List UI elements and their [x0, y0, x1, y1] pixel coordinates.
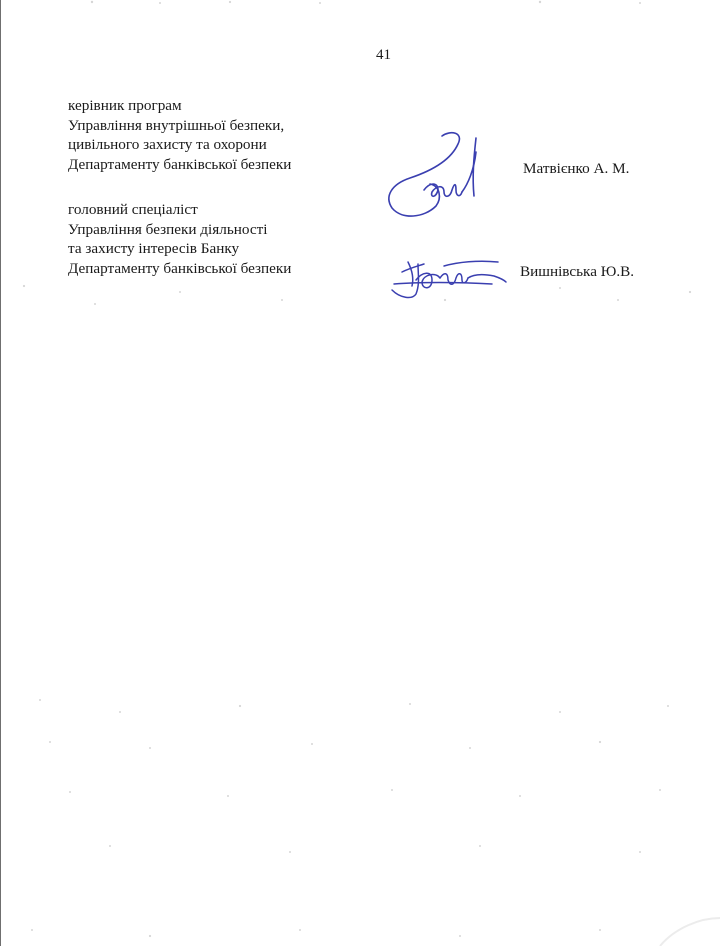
position-line: цивільного захисту та охорони [68, 136, 267, 154]
position-line: Управління безпеки діяльності [68, 220, 268, 238]
position-line: Департаменту банківської безпеки [68, 155, 292, 173]
signatory-2-position [68, 200, 291, 278]
signature-2 [388, 254, 508, 300]
position-line: та захисту інтересів Банку [68, 240, 240, 258]
signatory-2-name: Вишнівська Ю.В. [520, 263, 635, 280]
page-number: 41 [376, 47, 391, 63]
page-edge-line [0, 0, 1, 946]
signatory-1-position [68, 96, 291, 174]
position-line: головний спеціаліст [68, 201, 198, 218]
signature-1 [380, 126, 490, 224]
position-line: керівник програм [68, 97, 182, 114]
signatory-1-name: Матвієнко А. М. [523, 160, 630, 177]
position-line: Департаменту банківської безпеки [68, 259, 292, 277]
position-line: Управління внутрішньої безпеки, [68, 116, 285, 134]
